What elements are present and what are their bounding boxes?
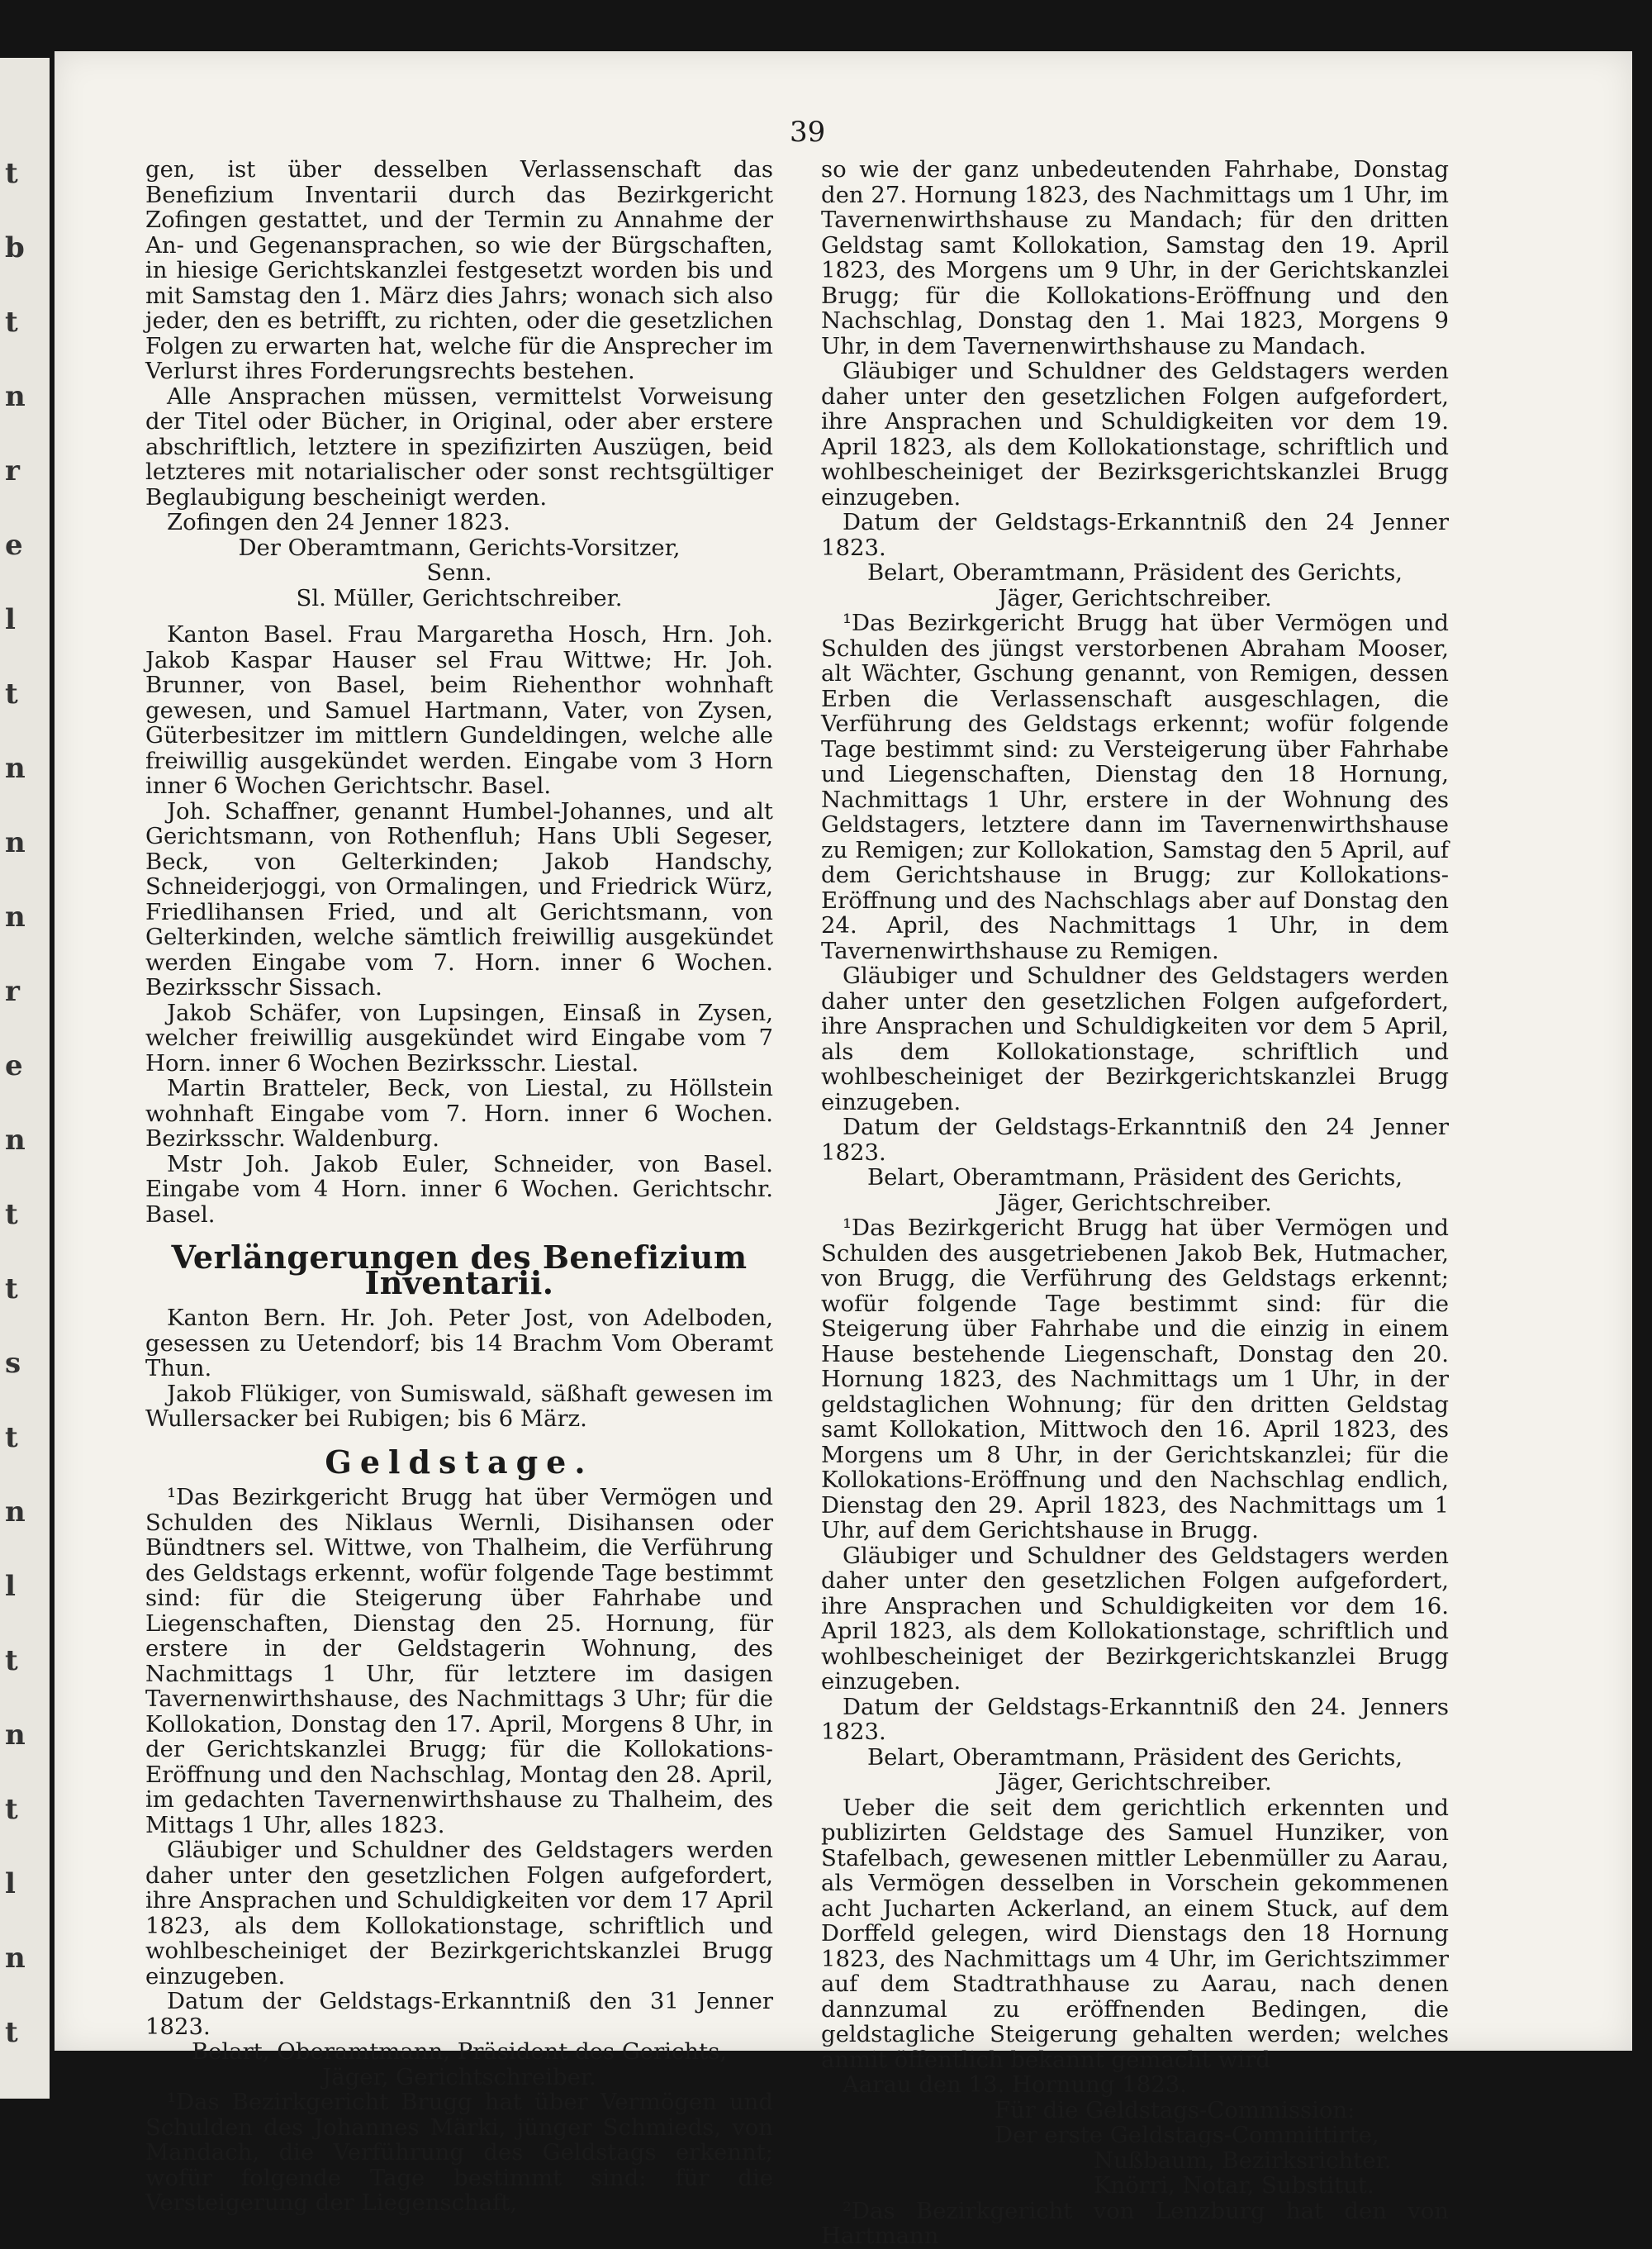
notice-paragraph: ¹Das Bezirkgericht Brugg hat über Vermögen und Schulden des Niklaus Wernli, Disihansen oder Bündtners sel. Wittwe, von Thalheim, die Verführung des Geldstags erkennt, wofür folgende Tage bestimmt sind: für die Steigerung über Fahrhabe und Liegenschaften, Dienstag den 25. Hornung, für erstere in der Geldstagerin Wohnung, des Nachmittags 1 Uhr, für letztere im dasigen Tavernenwirthshause, des Nachmittags 3 Uhr; für die Kollokation, Donstag den 17. April, Morgens 8 Uhr, in der Gerichtskanzlei Brugg; für die Kollokations-Eröffnung und den Nachschlag, Montag den 28. April, im gedachten Tavernenwirthshause zu Thalheim, des Mittags 1 Uhr, alles 1823.: [145, 1484, 773, 1838]
notice-paragraph: Alle Ansprachen müssen, vermittelst Vorweisung der Titel oder Bücher, in Original, oder aber erstere abschriftlich, letztere in spezifizirten Auszügen, beid letzteres mit notarialischer oder sonst rechtsgültiger Beglaubigung bescheinigt werden.: [145, 383, 773, 511]
page-number: 39: [790, 116, 826, 149]
notice-paragraph: Joh. Schaffner, genannt Humbel-Johannes, und alt Gerichtsmann, von Rothenfluh; Hans Ubli Segeser, Beck, von Gelterkinden; Jakob Handschy, Schneiderjoggi, von Ormalingen, und Friedrick Würz, Friedlihansen Fried, und alt Gerichtsmann, von Gelterkinden, welche sämtlich freiwillig ausgekündet werden Eingabe vom 7. Horn. inner 6 Wochen. Bezirksschr Sissach.: [145, 797, 773, 1001]
spacer: [145, 611, 773, 622]
notice-paragraph: Aarau den 13. Hornung 1823.: [843, 2071, 1187, 2098]
margin-fragment: n: [5, 901, 26, 934]
margin-fragment: t: [5, 306, 18, 339]
notice-paragraph: Gläubiger und Schuldner des Geldstagers werden daher unter den gesetzlichen Folgen aufgefordert, ihre Ansprachen und Schuldigkeiten vor dem 16. April 1823, als dem Kollokationstage, schriftlich und wohlbescheiniget der Bezirkgerichtskanzlei Brugg einzugeben.: [821, 1542, 1449, 1695]
notice-paragraph: gen, ist über desselben Verlassenschaft das Benefizium Inventarii durch das Bezirkgericht Zofingen gestattet, und der Termin zu Annahme der An- und Gegenansprachen, so wie der Bürgschaften, in hiesige Gerichtskanzlei festgesetzt worden bis und mit Samstag den 1. März dies Jahrs; wonach sich also jeder, den es betrifft, zu richten, oder die gesetzlichen Folgen zu erwarten hat, welche für die Ansprecher im Verlurst ihres Forderungsrechts bestehen.: [145, 156, 773, 384]
notice-paragraph: Jakob Schäfer, von Lupsingen, Einsaß in Zysen, welcher freiwillig ausgekündet wird Eingabe vom 7 Horn. inner 6 Wochen Bezirksschr. Liestal.: [145, 999, 773, 1077]
margin-fragment: l: [5, 603, 16, 636]
notice-paragraph: Gläubiger und Schuldner des Geldstagers werden daher unter den gesetzlichen Folgen aufgefordert, ihre Ansprachen und Schuldigkeiten vor dem 17 April 1823, als dem Kollokationstage, schriftlich und wohlbescheiniget der Bezirkgerichtskanzlei Brugg einzugeben.: [145, 1837, 773, 1990]
margin-fragment: n: [5, 380, 26, 413]
margin-fragment: t: [5, 1272, 18, 1305]
notice-paragraph: Gläubiger und Schuldner des Geldstagers werden daher unter den gesetzlichen Folgen aufgefordert, ihre Ansprachen und Schuldigkeiten vor dem 19. April 1823, als dem Kollokationstage, schriftlich und wohlbescheiniget der Bezirksgerichtskanzlei Brugg einzugeben.: [821, 358, 1449, 511]
notice-paragraph: Mstr Joh. Jakob Euler, Schneider, von Basel. Eingabe vom 4 Horn. inner 6 Wochen. Gerichtschr. Basel.: [145, 1150, 773, 1228]
notice-paragraph: Kanton Basel. Frau Margaretha Hosch, Hrn. Joh. Jakob Kaspar Hauser sel Frau Wittwe; Hr. Joh. Brunner, von Basel, beim Riehenthor wohnhaft gewesen, und Samuel Hartmann, Vater, von Zysen, Güterbesitzer im mittlern Gundeldingen, welche alle freiwillig ausgekündet werden. Eingabe vom 3 Horn inner 6 Wochen Gerichtschr. Basel.: [145, 621, 773, 799]
margin-fragment: l: [5, 1570, 16, 1603]
notice-paragraph: ¹Das Bezirkgericht Brugg hat über Vermögen und Schulden des jüngst verstorbenen Abraham Mooser, alt Wächter, Gschung genannt, von Remigen, dessen Erben die Verlassenschaft ausgeschlagen, die Verführung des Geldstags erkennt; wofür folgende Tage bestimmt sind: zu Versteigerung über Fahrhabe und Liegenschaften, Dienstag den 18 Hornung, Nachmittags 1 Uhr, erstere in der Wohnung des Geldstagers, letztere dann im Tavernenwirthshause zu Remigen; zur Kollokation, Samstag den 5 April, auf dem Gerichtshause in Brugg; zur Kollokations-Eröffnung und des Nachschlags aber auf Donstag den 24. April, des Nachmittags 1 Uhr, in dem Tavernenwirthshause zu Remigen.: [821, 610, 1449, 964]
signature-line: Belart, Oberamtmann, Präsident des Gerichts,: [866, 1743, 1403, 1771]
left-column: [145, 157, 773, 2216]
signature-line: Sl. Müller, Gerichtschreiber.: [296, 584, 623, 611]
notice-paragraph: ²Das Bezirkgericht von Lenzburg hat den von Hartmann: [821, 2197, 1449, 2249]
signature-line: Für die Geldstags-Commission:: [995, 2096, 1355, 2123]
signature-line: Jäger, Gerichtschreiber.: [998, 1769, 1272, 1795]
margin-fragment: t: [5, 1198, 18, 1231]
notice-paragraph: Datum der Geldstags-Erkanntniß den 24. Jenners 1823.: [821, 1693, 1449, 1745]
signature-line: Belart, Oberamtmann, Präsident des Gerichts,: [191, 2038, 728, 2065]
margin-fragment: n: [5, 826, 26, 859]
right-column: [821, 157, 1449, 2249]
notice-paragraph: Gläubiger und Schuldner des Geldstagers werden daher unter den gesetzlichen Folgen aufgefordert, ihre Ansprachen und Schuldigkeiten vor dem 5 April, als dem Kollokationstage, schriftlich und wohlbescheiniget der Bezirkgerichtskanzlei Brugg einzugeben.: [821, 963, 1449, 1115]
signature-line: Jäger, Gerichtschreiber.: [998, 1189, 1272, 1216]
notice-paragraph: Zofingen den 24 Jenner 1823.: [167, 509, 510, 535]
signature-line: Senn.: [426, 559, 492, 586]
signature-line: Knörri, Notar, Substitut.: [1094, 2172, 1374, 2199]
margin-fragment: n: [5, 1942, 26, 1975]
margin-fragment: t: [5, 1644, 18, 1677]
margin-fragment: n: [5, 1495, 26, 1529]
section-heading: Geldstage.: [325, 1443, 594, 1481]
margin-fragment: t: [5, 678, 18, 711]
notice-paragraph: ¹Das Bezirkgericht Brugg hat über Vermögen und Schulden des Johannes Märki, jünger Schmieds, von Mandach, die Verführung des Geldstags erkennt; wofür folgende Tage bestimmt sind: für die Versteigerung der Liegenschaft,: [145, 2089, 773, 2216]
notice-paragraph: Datum der Geldstags-Erkanntniß den 24 Jenner 1823.: [821, 1114, 1449, 1166]
margin-fragment: r: [5, 975, 20, 1008]
notice-paragraph: so wie der ganz unbedeutenden Fahrhabe, Donstag den 27. Hornung 1823, des Nachmittags um 1 Uhr, im Tavernenwirthshause zu Mandach; für den dritten Geldstag samt Kollokation, Samstag den 19. April 1823, des Morgens um 9 Uhr, in der Gerichtskanzlei Brugg; für die Kollokations-Eröffnung und den Nachschlag, Donstag den 1. Mai 1823, Morgens 9 Uhr, in dem Tavernenwirthshause zu Mandach.: [821, 156, 1449, 359]
margin-fragment: l: [5, 1867, 16, 1900]
signature-line: Jäger, Gerichtschreiber.: [998, 584, 1272, 611]
notice-paragraph: ¹Das Bezirkgericht Brugg hat über Vermögen und Schulden des ausgetriebenen Jakob Bek, Hutmacher, von Brugg, die Verführung des Geldstags erkennt; wofür folgende Tage bestimmt sind: für die Steigerung über Fahrhabe und die einzig in einem Hause bestehende Liegenschaft, Donstag den 20. Hornung 1823, des Nachmittags um 1 Uhr, in der geldstaglichen Wohnung; für den dritten Geldstag samt Kollokation, Mittwoch den 16. April 1823, des Morgens um 8 Uhr, in der Gerichtskanzlei; für die Kollokations-Eröffnung und den Nachschlag endlich, Dienstag den 29. April 1823, des Nachmittags um 1 Uhr, auf dem Gerichtshause in Brugg.: [821, 1215, 1449, 1543]
margin-fragment: e: [5, 529, 23, 562]
margin-fragment: n: [5, 752, 26, 785]
notice-paragraph: Jakob Flükiger, von Sumiswald, säßhaft gewesen im Wullersacker bei Rubigen; bis 6 März.: [145, 1380, 773, 1432]
signature-line: Jäger, Gerichtschreiber.: [322, 2063, 596, 2090]
margin-fragment: t: [5, 1421, 18, 1454]
margin-fragment: n: [5, 1124, 26, 1157]
adjacent-page-edge: [0, 58, 50, 2099]
margin-fragment: t: [5, 2016, 18, 2049]
signature-line: Belart, Oberamtmann, Präsident des Gerichts,: [866, 559, 1403, 586]
notice-paragraph: Ueber die seit dem gerichtlich erkennten und publizirten Geldstage des Samuel Hunziker, von Stafelbach, gewesenen mittler Lebenmüller zu Aarau, als Vermögen desselben in Vorschein gekommenen acht Jucharten Ackerland, an einem Stuck, auf dem Dorffeld gelegen, wird Dienstags den 18 Hornung 1823, des Nachmittags um 4 Uhr, im Gerichtszimmer auf dem Stadtrathhause zu Aarau, nach denen dannzumal zu eröffnenden Bedingen, die geldstagliche Steigerung gehalten werden; welches anmit öffentlich bekannt gemacht wird: [821, 1794, 1449, 2073]
margin-fragment: s: [5, 1347, 21, 1380]
margin-fragment: b: [5, 231, 25, 264]
signature-line: Der erste Geldstags-Committirte,: [995, 2122, 1379, 2148]
margin-fragment: t: [5, 157, 18, 190]
notice-paragraph: Kanton Bern. Hr. Joh. Peter Jost, von Adelboden, gesessen zu Uetendorf; bis 14 Brachm Vom Oberamt Thun.: [145, 1305, 773, 1381]
section-heading: Verlängerungen des Benefizium Inventarii.: [171, 1239, 748, 1301]
signature-line: Nußbaum, Bezirksrichter.: [1094, 2147, 1392, 2174]
notice-paragraph: Martin Bratteler, Beck, von Liestal, zu Höllstein wohnhaft Eingabe vom 7. Horn. inner 6 Wochen. Bezirksschr. Waldenburg.: [145, 1075, 773, 1152]
margin-fragment: t: [5, 1793, 18, 1826]
notice-paragraph: Datum der Geldstags-Erkanntniß den 24 Jenner 1823.: [821, 509, 1449, 561]
signature-line: Der Oberamtmann, Gerichts-Vorsitzer,: [238, 534, 681, 561]
notice-paragraph: Datum der Geldstags-Erkanntniß den 31 Jenner 1823.: [145, 1988, 773, 2040]
margin-fragment: e: [5, 1049, 23, 1082]
margin-fragment: r: [5, 454, 20, 487]
signature-line: Belart, Oberamtmann, Präsident des Gerichts,: [866, 1164, 1403, 1191]
margin-fragment: n: [5, 1719, 26, 1752]
